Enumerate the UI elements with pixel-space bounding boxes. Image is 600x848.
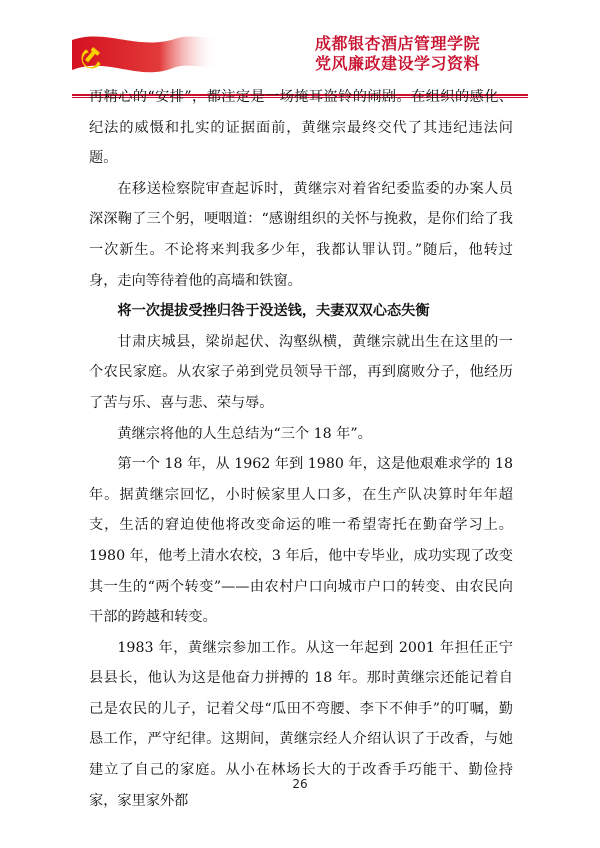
paragraph: 再精心的“安排”，都注定是一场掩耳盗铃的闹剧。在组织的感化、纪法的威慑和扎实的证据面前，黄继宗最终交代了其违纪违法问题。 (89, 89, 513, 167)
paragraph: 在移送检察院审查起诉时，黄继宗对着省纪委监委的办案人员深深鞠了三个躬，哽咽道：“感谢组织的关怀与挽救，是你们给了我一次新生。不论将来判我多少年，我都认罪认罚。”随后，他转过身，走向等待着他的高墙和铁窗。 (89, 180, 513, 289)
page-header (72, 32, 528, 78)
section-heading: 将一次提拔受挫归咎于没送钱，夫妻双双心态失衡 (117, 303, 430, 320)
header-title-line1: 成都银杏酒店管理学院 (314, 34, 480, 53)
party-emblem-flag-icon (68, 30, 218, 90)
paragraph: 第一个 18 年，从 1962 年到 1980 年，这是他艰难求学的 18 年。据黄继宗回忆，小时候家里人口多，在生产队决算时年年超支，生活的窘迫使他将改变命运的唯一希望寄托在勤奋学习上。1980 年，他考上清水农校，3 年后，他中专毕业，成功实现了改变其一生的“两个转变”——由农村户口向城市户口的转变、由农民向干部的跨越和转变。 (89, 456, 513, 626)
header-title-line2: 党风廉政建设学习资料 (314, 54, 480, 73)
page-number: 26 (292, 777, 308, 791)
paragraph: 甘肃庆城县，梁峁起伏、沟壑纵横，黄继宗就出生在这里的一个农民家庭。从农家子弟到党员领导干部，再到腐败分子，他经历了苦与乐、喜与悲、荣与辱。 (89, 333, 513, 411)
header-title (315, 34, 480, 74)
paragraph: 1983 年，黄继宗参加工作。从这一年起到 2001 年担任正宁县县长，他认为这是他奋力拼搏的 18 年。那时黄继宗还能记着自己是农民的儿子，记着父母“瓜田不弯腰、李下不伸手”的叮嘱，勤恳工作，严守纪律。这期间，黄继宗经人介绍认识了于改香，与她建立了自己的家庭。从小在林场长大的于改香手巧能干、勤俭持家，家里家外都 (89, 639, 513, 809)
paragraph: 黄继宗将他的人生总结为“三个 18 年”。 (117, 425, 372, 442)
document-body (89, 82, 513, 816)
